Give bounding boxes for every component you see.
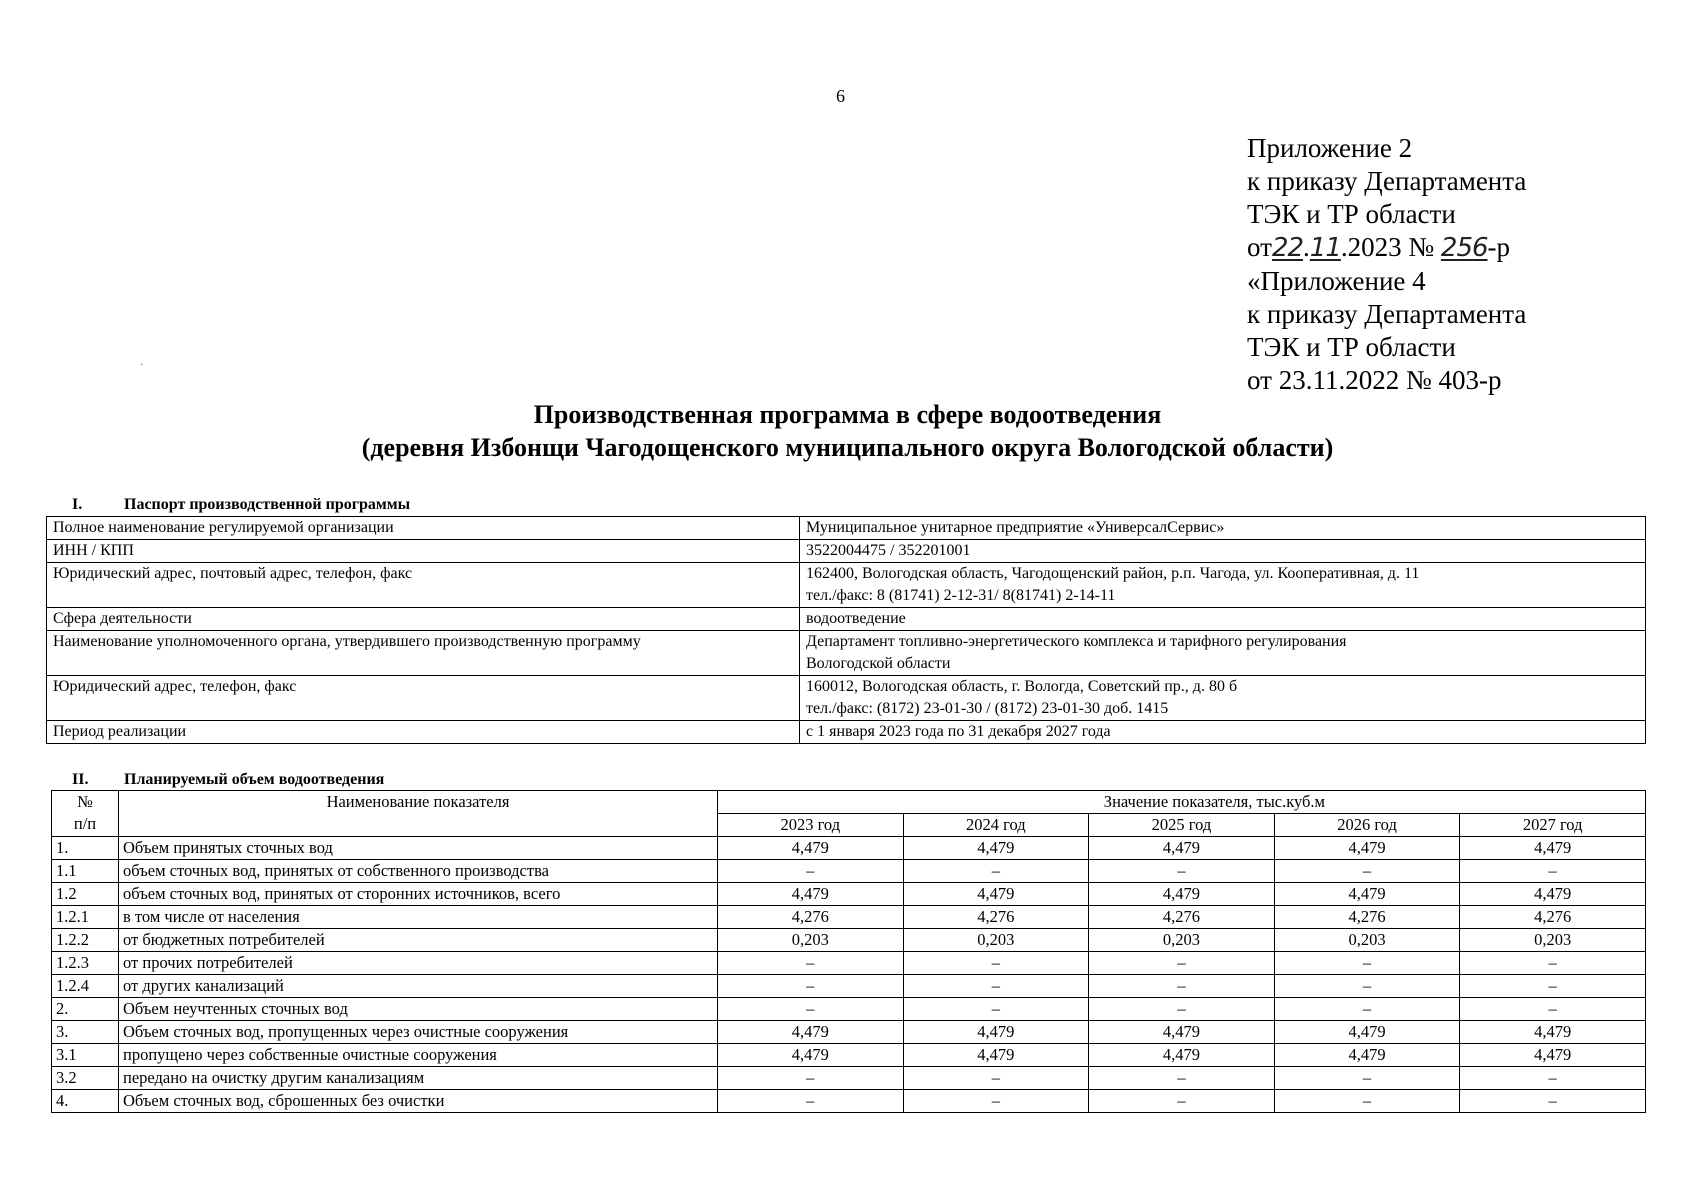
indicator-name: в том числе от населения	[119, 906, 718, 929]
row-number: 4.	[52, 1090, 119, 1113]
indicator-value: –	[1089, 1090, 1275, 1113]
indicator-value: 4,479	[718, 1021, 904, 1044]
indicator-value: –	[718, 1090, 904, 1113]
section-2-number: II.	[72, 771, 89, 788]
indicator-value: 4,479	[1274, 837, 1460, 860]
section-1-heading	[72, 496, 410, 514]
handwritten-day: 22	[1271, 233, 1304, 263]
indicator-value: –	[1089, 952, 1275, 975]
indicator-value: 4,479	[718, 1044, 904, 1067]
row-number: 3.	[52, 1021, 119, 1044]
volume-header-row	[52, 791, 1646, 814]
indicator-name: Объем сточных вод, сброшенных без очистки	[119, 1090, 718, 1113]
indicator-value: –	[903, 860, 1089, 883]
volume-row	[52, 1067, 1646, 1090]
year-header-cell: 2025 год	[1089, 814, 1275, 837]
indicator-value: 4,479	[1089, 883, 1275, 906]
year-header-cell: 2024 год	[903, 814, 1089, 837]
indicator-value: –	[1274, 952, 1460, 975]
indicator-value: –	[718, 952, 904, 975]
header-number-line1: №	[77, 792, 93, 811]
volume-row	[52, 1021, 1646, 1044]
indicator-value: 4,479	[1274, 1044, 1460, 1067]
appendix-order-line	[1247, 231, 1526, 265]
row-number: 3.1	[52, 1044, 119, 1067]
indicator-value: 4,479	[903, 883, 1089, 906]
indicator-value: 4,479	[1274, 1021, 1460, 1044]
header-value-group: Значение показателя, тыс.куб.м	[718, 791, 1646, 814]
indicator-value: 4,479	[903, 837, 1089, 860]
indicator-value: 4,479	[1460, 1044, 1646, 1067]
section-1-title: Паспорт производственной программы	[124, 496, 411, 513]
volume-row	[52, 998, 1646, 1021]
passport-key: ИНН / КПП	[47, 540, 800, 563]
row-number: 2.	[52, 998, 119, 1021]
year-header-cell: 2026 год	[1274, 814, 1460, 837]
passport-key: Период реализации	[47, 721, 800, 744]
passport-value-line1: 160012, Вологодская область, г. Вологда, Советский пр., д. 80 б	[806, 678, 1238, 695]
row-number: 1.2	[52, 883, 119, 906]
passport-value-line1: Департамент топливно-энергетического комплекса и тарифного регулирования	[806, 633, 1347, 650]
indicator-value: –	[718, 860, 904, 883]
section-2-heading	[72, 771, 384, 789]
passport-value	[800, 608, 1646, 631]
year-header-cell: 2023 год	[718, 814, 904, 837]
indicator-value: 4,276	[718, 906, 904, 929]
indicator-value: 4,479	[1460, 837, 1646, 860]
row-number: 3.2	[52, 1067, 119, 1090]
passport-key: Юридический адрес, телефон, факс	[47, 676, 800, 721]
indicator-value: 4,479	[1274, 883, 1460, 906]
passport-table	[46, 516, 1646, 744]
volume-row	[52, 952, 1646, 975]
appendix-block	[1247, 132, 1526, 397]
volume-row	[52, 1044, 1646, 1067]
indicator-value: 4,479	[1089, 1044, 1275, 1067]
indicator-value: 4,479	[1460, 883, 1646, 906]
passport-value-line2: тел./факс: (8172) 23-01-30 / (8172) 23-01-30 доб. 1415	[806, 700, 1169, 717]
indicator-value: 0,203	[1274, 929, 1460, 952]
indicator-value: –	[1274, 998, 1460, 1021]
volume-table	[51, 790, 1646, 1113]
passport-value	[800, 631, 1646, 676]
passport-row	[47, 540, 1646, 563]
indicator-value: –	[1089, 998, 1275, 1021]
handwritten-month: 11	[1309, 233, 1341, 263]
appendix-line: Приложение 2	[1247, 133, 1413, 163]
passport-value-line1: 162400, Вологодская область, Чагодощенский район, р.п. Чагода, ул. Кооперативная, д. 11	[806, 565, 1420, 582]
indicator-value: –	[1460, 860, 1646, 883]
passport-key: Юридический адрес, почтовый адрес, телефон, факс	[47, 563, 800, 608]
appendix-line: от 23.11.2022 № 403-р	[1247, 365, 1502, 395]
order-suffix: -р	[1487, 232, 1511, 262]
volume-row	[52, 906, 1646, 929]
appendix-line: «Приложение 4	[1247, 266, 1426, 296]
volume-row	[52, 860, 1646, 883]
indicator-value: 4,479	[903, 1044, 1089, 1067]
passport-value-line1: водоотведение	[806, 610, 906, 627]
document-title	[0, 398, 1695, 464]
indicator-value: 4,276	[1274, 906, 1460, 929]
indicator-value: –	[1460, 952, 1646, 975]
volume-row	[52, 883, 1646, 906]
indicator-value: –	[1460, 998, 1646, 1021]
indicator-name: от бюджетных потребителей	[119, 929, 718, 952]
passport-value-line1: с 1 января 2023 года по 31 декабря 2027 года	[806, 723, 1111, 740]
row-number: 1.2.2	[52, 929, 119, 952]
page-number: 6	[836, 86, 845, 106]
title-line-2: (деревня Избонщи Чагодощенского муниципального округа Вологодской области)	[361, 433, 1334, 462]
section-1-number: I.	[72, 496, 83, 513]
indicator-value: 4,276	[1089, 906, 1275, 929]
passport-value	[800, 676, 1646, 721]
row-number: 1.2.4	[52, 975, 119, 998]
indicator-value: –	[1089, 860, 1275, 883]
passport-value	[800, 540, 1646, 563]
passport-key: Полное наименование регулируемой организации	[47, 517, 800, 540]
indicator-value: 0,203	[1089, 929, 1275, 952]
passport-row	[47, 721, 1646, 744]
header-number-cell	[52, 791, 119, 837]
indicator-value: 4,276	[1460, 906, 1646, 929]
passport-row	[47, 608, 1646, 631]
indicator-value: 0,203	[718, 929, 904, 952]
order-year: .2023 №	[1340, 232, 1435, 262]
scan-speck: ·	[140, 360, 144, 371]
indicator-value: –	[1460, 975, 1646, 998]
passport-row	[47, 517, 1646, 540]
header-name-cell: Наименование показателя	[119, 791, 718, 837]
title-line-1: Производственная программа в сфере водоотведения	[533, 400, 1162, 429]
indicator-value: –	[903, 975, 1089, 998]
indicator-name: от прочих потребителей	[119, 952, 718, 975]
indicator-value: –	[718, 998, 904, 1021]
indicator-name: пропущено через собственные очистные сооружения	[119, 1044, 718, 1067]
passport-value-line1: 3522004475 / 352201001	[806, 542, 971, 559]
indicator-value: 4,479	[1460, 1021, 1646, 1044]
appendix-line: к приказу Департамента	[1247, 299, 1527, 329]
indicator-value: –	[903, 1090, 1089, 1113]
indicator-value: –	[1274, 1067, 1460, 1090]
indicator-value: –	[903, 952, 1089, 975]
indicator-name: передано на очистку другим канализациям	[119, 1067, 718, 1090]
indicator-value: 4,276	[903, 906, 1089, 929]
passport-row	[47, 563, 1646, 608]
indicator-value: 4,479	[903, 1021, 1089, 1044]
order-separator: .	[1303, 232, 1310, 262]
passport-value-line2: тел./факс: 8 (81741) 2-12-31/ 8(81741) 2-14-11	[806, 587, 1116, 604]
passport-value-line1: Муниципальное унитарное предприятие «УниверсалСервис»	[806, 519, 1225, 536]
passport-row	[47, 676, 1646, 721]
volume-row	[52, 1090, 1646, 1113]
appendix-line: ТЭК и ТР области	[1247, 332, 1456, 362]
indicator-name: от других канализаций	[119, 975, 718, 998]
passport-value-line2: Вологодской области	[806, 655, 951, 672]
indicator-value: –	[1089, 975, 1275, 998]
volume-row	[52, 975, 1646, 998]
indicator-name: объем сточных вод, принятых от собственного производства	[119, 860, 718, 883]
indicator-value: 4,479	[1089, 1021, 1275, 1044]
indicator-name: Объем принятых сточных вод	[119, 837, 718, 860]
indicator-value: 4,479	[718, 837, 904, 860]
indicator-value: –	[718, 975, 904, 998]
indicator-value: –	[1274, 860, 1460, 883]
indicator-value: –	[1460, 1090, 1646, 1113]
appendix-line: к приказу Департамента	[1247, 166, 1527, 196]
indicator-value: 4,479	[718, 883, 904, 906]
indicator-value: –	[1274, 975, 1460, 998]
passport-value	[800, 721, 1646, 744]
indicator-value: –	[903, 1067, 1089, 1090]
indicator-value: 0,203	[903, 929, 1089, 952]
passport-key: Сфера деятельности	[47, 608, 800, 631]
row-number: 1.1	[52, 860, 119, 883]
indicator-value: –	[1089, 1067, 1275, 1090]
passport-value	[800, 563, 1646, 608]
indicator-value: –	[1460, 1067, 1646, 1090]
handwritten-order-number: 256	[1440, 233, 1488, 263]
year-header-cell: 2027 год	[1460, 814, 1646, 837]
section-2-title: Планируемый объем водоотведения	[124, 771, 385, 788]
indicator-value: –	[903, 998, 1089, 1021]
indicator-value: 4,479	[1089, 837, 1275, 860]
volume-row	[52, 837, 1646, 860]
passport-row	[47, 631, 1646, 676]
passport-key: Наименование уполномоченного органа, утвердившего производственную программу	[47, 631, 800, 676]
row-number: 1.2.3	[52, 952, 119, 975]
indicator-value: 0,203	[1460, 929, 1646, 952]
header-number-line2: п/п	[73, 814, 97, 833]
row-number: 1.	[52, 837, 119, 860]
row-number: 1.2.1	[52, 906, 119, 929]
volume-row	[52, 929, 1646, 952]
appendix-line: ТЭК и ТР области	[1247, 199, 1456, 229]
order-prefix: от	[1247, 232, 1272, 262]
indicator-name: Объем неучтенных сточных вод	[119, 998, 718, 1021]
indicator-name: Объем сточных вод, пропущенных через очистные сооружения	[119, 1021, 718, 1044]
passport-value	[800, 517, 1646, 540]
indicator-value: –	[1274, 1090, 1460, 1113]
indicator-name: объем сточных вод, принятых от сторонних источников, всего	[119, 883, 718, 906]
indicator-value: –	[718, 1067, 904, 1090]
